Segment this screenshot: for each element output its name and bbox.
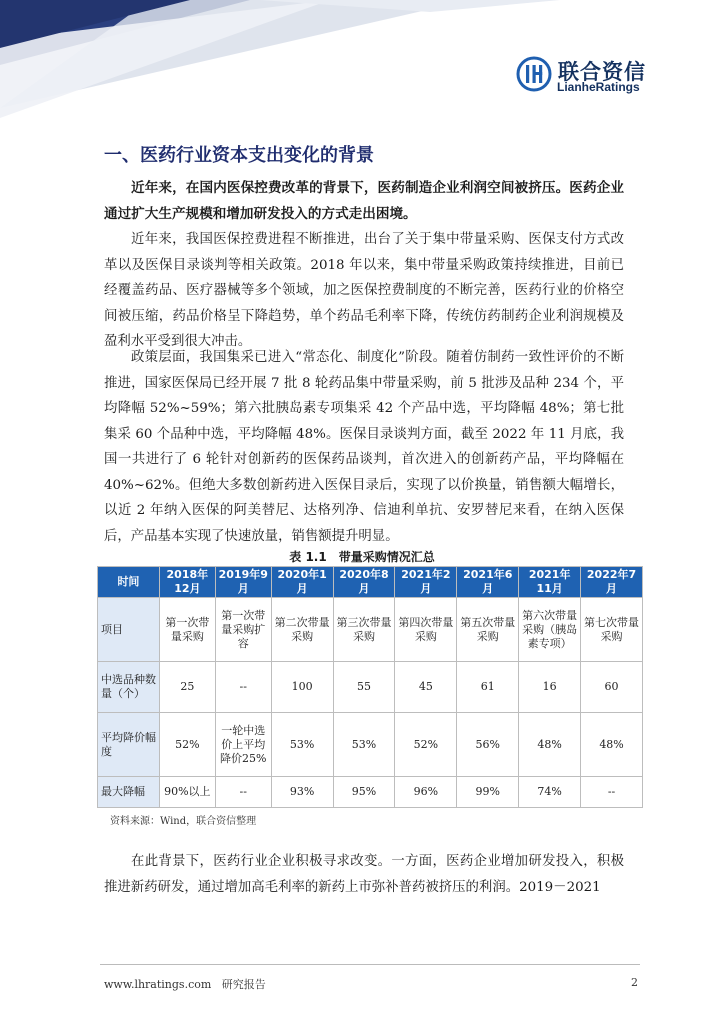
table-cell: 93% — [271, 777, 333, 808]
table-header-cell: 2021年2月 — [395, 567, 457, 598]
table-cell: 48% — [519, 713, 581, 777]
table-header-cell: 2021年6月 — [457, 567, 519, 598]
table-cell: -- — [215, 777, 271, 808]
table-cell: -- — [215, 662, 271, 713]
table-cell: 第一次带量采购扩容 — [215, 598, 271, 662]
table-cell: 第六次带量采购（胰岛素专项） — [519, 598, 581, 662]
table-cell: 90%以上 — [159, 777, 215, 808]
table-cell: -- — [581, 777, 643, 808]
table-cell: 第三次带量采购 — [333, 598, 395, 662]
logo-english-name: LianheRatings — [557, 80, 640, 94]
table-cell: 第五次带量采购 — [457, 598, 519, 662]
table-cell: 52% — [159, 713, 215, 777]
table-cell: 99% — [457, 777, 519, 808]
page-number: 2 — [631, 976, 638, 989]
lead-paragraph: 近年来，在国内医保控费改革的背景下，医药制造企业利润空间被挤压。医药企业通过扩大生产规模和增加研发投入的方式走出困境。 — [104, 180, 624, 222]
row-label: 平均降价幅度 — [98, 713, 160, 777]
table-cell: 55 — [333, 662, 395, 713]
table-row — [98, 713, 643, 777]
table-header-cell: 2019年9月 — [215, 567, 271, 598]
footer-report-type: 研究报告 — [221, 978, 266, 991]
table-row — [98, 662, 643, 713]
table-cell: 60 — [581, 662, 643, 713]
company-logo — [516, 56, 646, 96]
table-row — [98, 777, 643, 808]
table-row — [98, 598, 643, 662]
table-cell: 53% — [271, 713, 333, 777]
table-caption: 表 1.1 带量采购情况汇总 — [289, 550, 435, 564]
table-header-cell: 2018年12月 — [159, 567, 215, 598]
table-cell: 100 — [271, 662, 333, 713]
table-cell: 25 — [159, 662, 215, 713]
paragraph-1: 近年来，我国医保控费进程不断推进，出台了关于集中带量采购、医保支付方式改革以及医保目录谈判等相关政策。2018 年以来，集中带量采购政策持续推进，目前已经覆盖药品、医疗器械等多个领域，加之医保控费制度的不断完善，医药行业的价格空间被压缩，药品价格呈下降趋势，单个药品毛利率下降，传统仿药制药企业利润规模及盈利水平受到很大冲击。 — [104, 232, 624, 349]
table-cell: 56% — [457, 713, 519, 777]
footer-website-link[interactable]: www.lhratings.com — [104, 978, 212, 991]
row-label: 最大降幅 — [98, 777, 160, 808]
table-cell: 第一次带量采购 — [159, 598, 215, 662]
section-title: 一、医药行业资本支出变化的背景 — [104, 145, 374, 166]
row-label: 项目 — [98, 598, 160, 662]
table-cell: 48% — [581, 713, 643, 777]
table-cell: 第四次带量采购 — [395, 598, 457, 662]
table-header-cell: 2020年8月 — [333, 567, 395, 598]
paragraph-2: 政策层面，我国集采已进入“常态化、制度化”阶段。随着仿制药一致性评价的不断推进，国家医保局已经开展 7 批 8 轮药品集中带量采购，前 5 批涉及品种 234 个，平均降幅 52%~59%；第六批胰岛素专项集采 42 个产品中选，平均降幅 48%；第七批集采 60 个品种中选，平均降幅 48%。医保目录谈判方面，截至 2022 年 11 月底，我国一共进行了 6 轮针对创新药的医保药品谈判，首次进入的创新药产品，平均降幅在 40%~62%。但绝大多数创新药进入医保目录后，实现了以价换量，销售额大幅增长，以近 2 年纳入医保的阿美替尼、达格列净、信迪利单抗、安罗替尼来看，在纳入医保后，产品基本实现了快速放量，销售额提升明显。 — [104, 350, 624, 544]
table-cell: 第二次带量采购 — [271, 598, 333, 662]
table-cell: 95% — [333, 777, 395, 808]
table-cell: 45 — [395, 662, 457, 713]
table-header-cell: 2022年7月 — [581, 567, 643, 598]
table-cell: 一轮中选价上平均降价25% — [215, 713, 271, 777]
paragraph-3: 在此背景下，医药行业企业积极寻求改变。一方面，医药企业增加研发投入，积极推进新药研发，通过增加高毛利率的新药上市弥补普药被挤压的利润。2019－2021 — [104, 854, 624, 895]
table-cell: 52% — [395, 713, 457, 777]
table-cell: 74% — [519, 777, 581, 808]
lianhe-logo-icon — [516, 56, 552, 92]
table-header-row — [98, 567, 643, 598]
table-source-note: 资料来源：Wind，联合资信整理 — [110, 816, 257, 827]
table-cell: 第七次带量采购 — [581, 598, 643, 662]
table-header-cell: 2020年1月 — [271, 567, 333, 598]
row-label: 中选品种数量（个） — [98, 662, 160, 713]
logo-chinese-name: 联合资信 — [558, 60, 646, 84]
table-cell: 53% — [333, 713, 395, 777]
procurement-table — [97, 566, 643, 808]
table-header-cell: 2021年11月 — [519, 567, 581, 598]
table-cell: 61 — [457, 662, 519, 713]
table-cell: 96% — [395, 777, 457, 808]
table-header-cell: 时间 — [98, 567, 160, 598]
footer-left — [104, 976, 266, 992]
footer-divider — [100, 964, 640, 965]
table-cell: 16 — [519, 662, 581, 713]
